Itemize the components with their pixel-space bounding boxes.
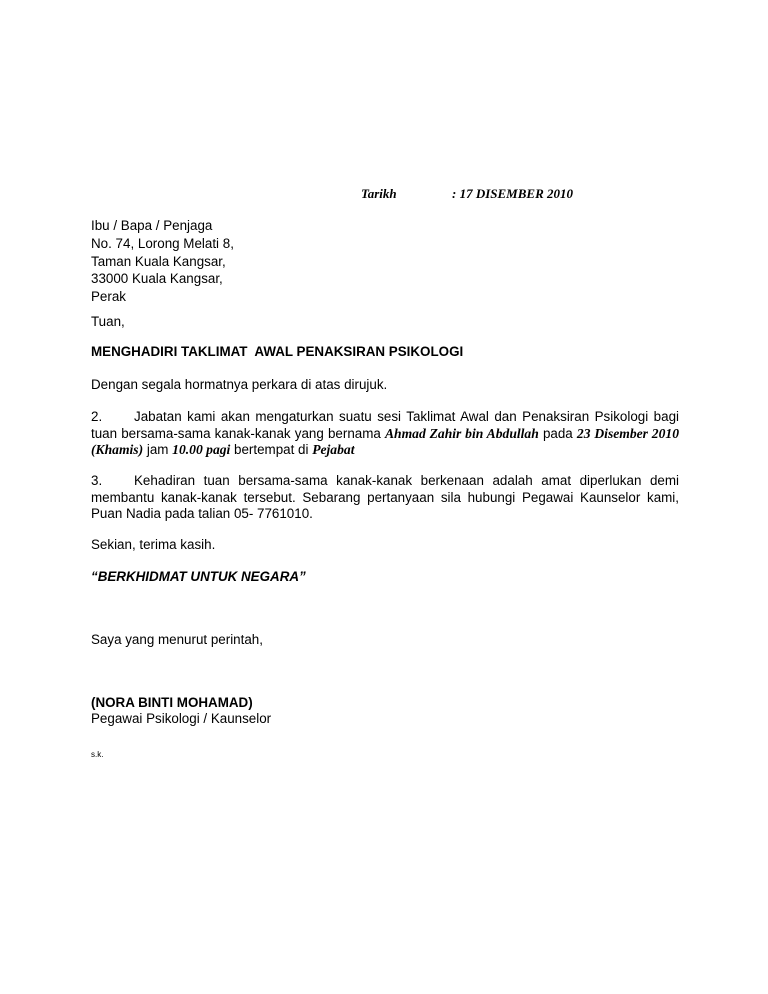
paragraph-3: [91, 473, 679, 523]
closing-line: Sekian, terima kasih.: [91, 537, 216, 552]
date-label: Tarikh: [361, 186, 397, 201]
address-line: Perak: [91, 289, 126, 305]
paragraph-number: 2.: [91, 409, 103, 424]
signer-name: (NORA BINTI MOHAMAD): [91, 695, 253, 710]
event-date: 23 Disember 2010 (Khamis): [91, 425, 679, 458]
event-time: 10.00 pagi: [172, 442, 231, 458]
address-line: Ibu / Bapa / Penjaga: [91, 218, 213, 233]
paragraph-2: [91, 409, 679, 459]
paragraph-text: jam: [143, 442, 173, 458]
address-line: No. 74, Lorong Melati 8,: [91, 235, 234, 251]
signer-title: Pegawai Psikologi / Kaunselor: [91, 711, 272, 726]
paragraph-text: Jabatan kami akan mengaturkan suatu sesi Taklimat Awal dan Penaksiran Psikologi bagi tuan bersama-sama kanak-kanak yang bernama: [91, 409, 679, 441]
paragraph-text: Kehadiran tuan bersama-sama kanak-kanak berkenaan adalah amat diperlukan demi membantu kanak-kanak tersebut. Sebarang pertanyaan sila hubungi Pegawai Kaunselor kami, Puan Nadia pada talian 05- 7761010.: [91, 473, 679, 522]
paragraph-text: pada: [538, 425, 577, 441]
letter-subject: MENGHADIRI TAKLIMAT AWAL PENAKSIRAN PSIKOLOGI: [91, 344, 464, 359]
address-line: 33000 Kuala Kangsar,: [91, 271, 223, 287]
paragraph-number: 3.: [91, 473, 103, 488]
reference-line: Dengan segala hormatnya perkara di atas dirujuk.: [91, 377, 388, 392]
venue: Pejabat: [312, 442, 355, 458]
paragraph-text: bertempat di: [230, 442, 313, 458]
greeting: Tuan,: [91, 314, 125, 329]
motto: “BERKHIDMAT UNTUK NEGARA”: [91, 569, 306, 584]
orders-line: Saya yang menurut perintah,: [91, 632, 263, 647]
date-value: : 17 DISEMBER 2010: [452, 186, 573, 201]
recipient-address: [91, 217, 234, 306]
cc-label: s.k.: [91, 750, 104, 759]
child-name: Ahmad Zahir bin Abdullah: [384, 425, 539, 441]
address-line: Taman Kuala Kangsar,: [91, 253, 226, 269]
